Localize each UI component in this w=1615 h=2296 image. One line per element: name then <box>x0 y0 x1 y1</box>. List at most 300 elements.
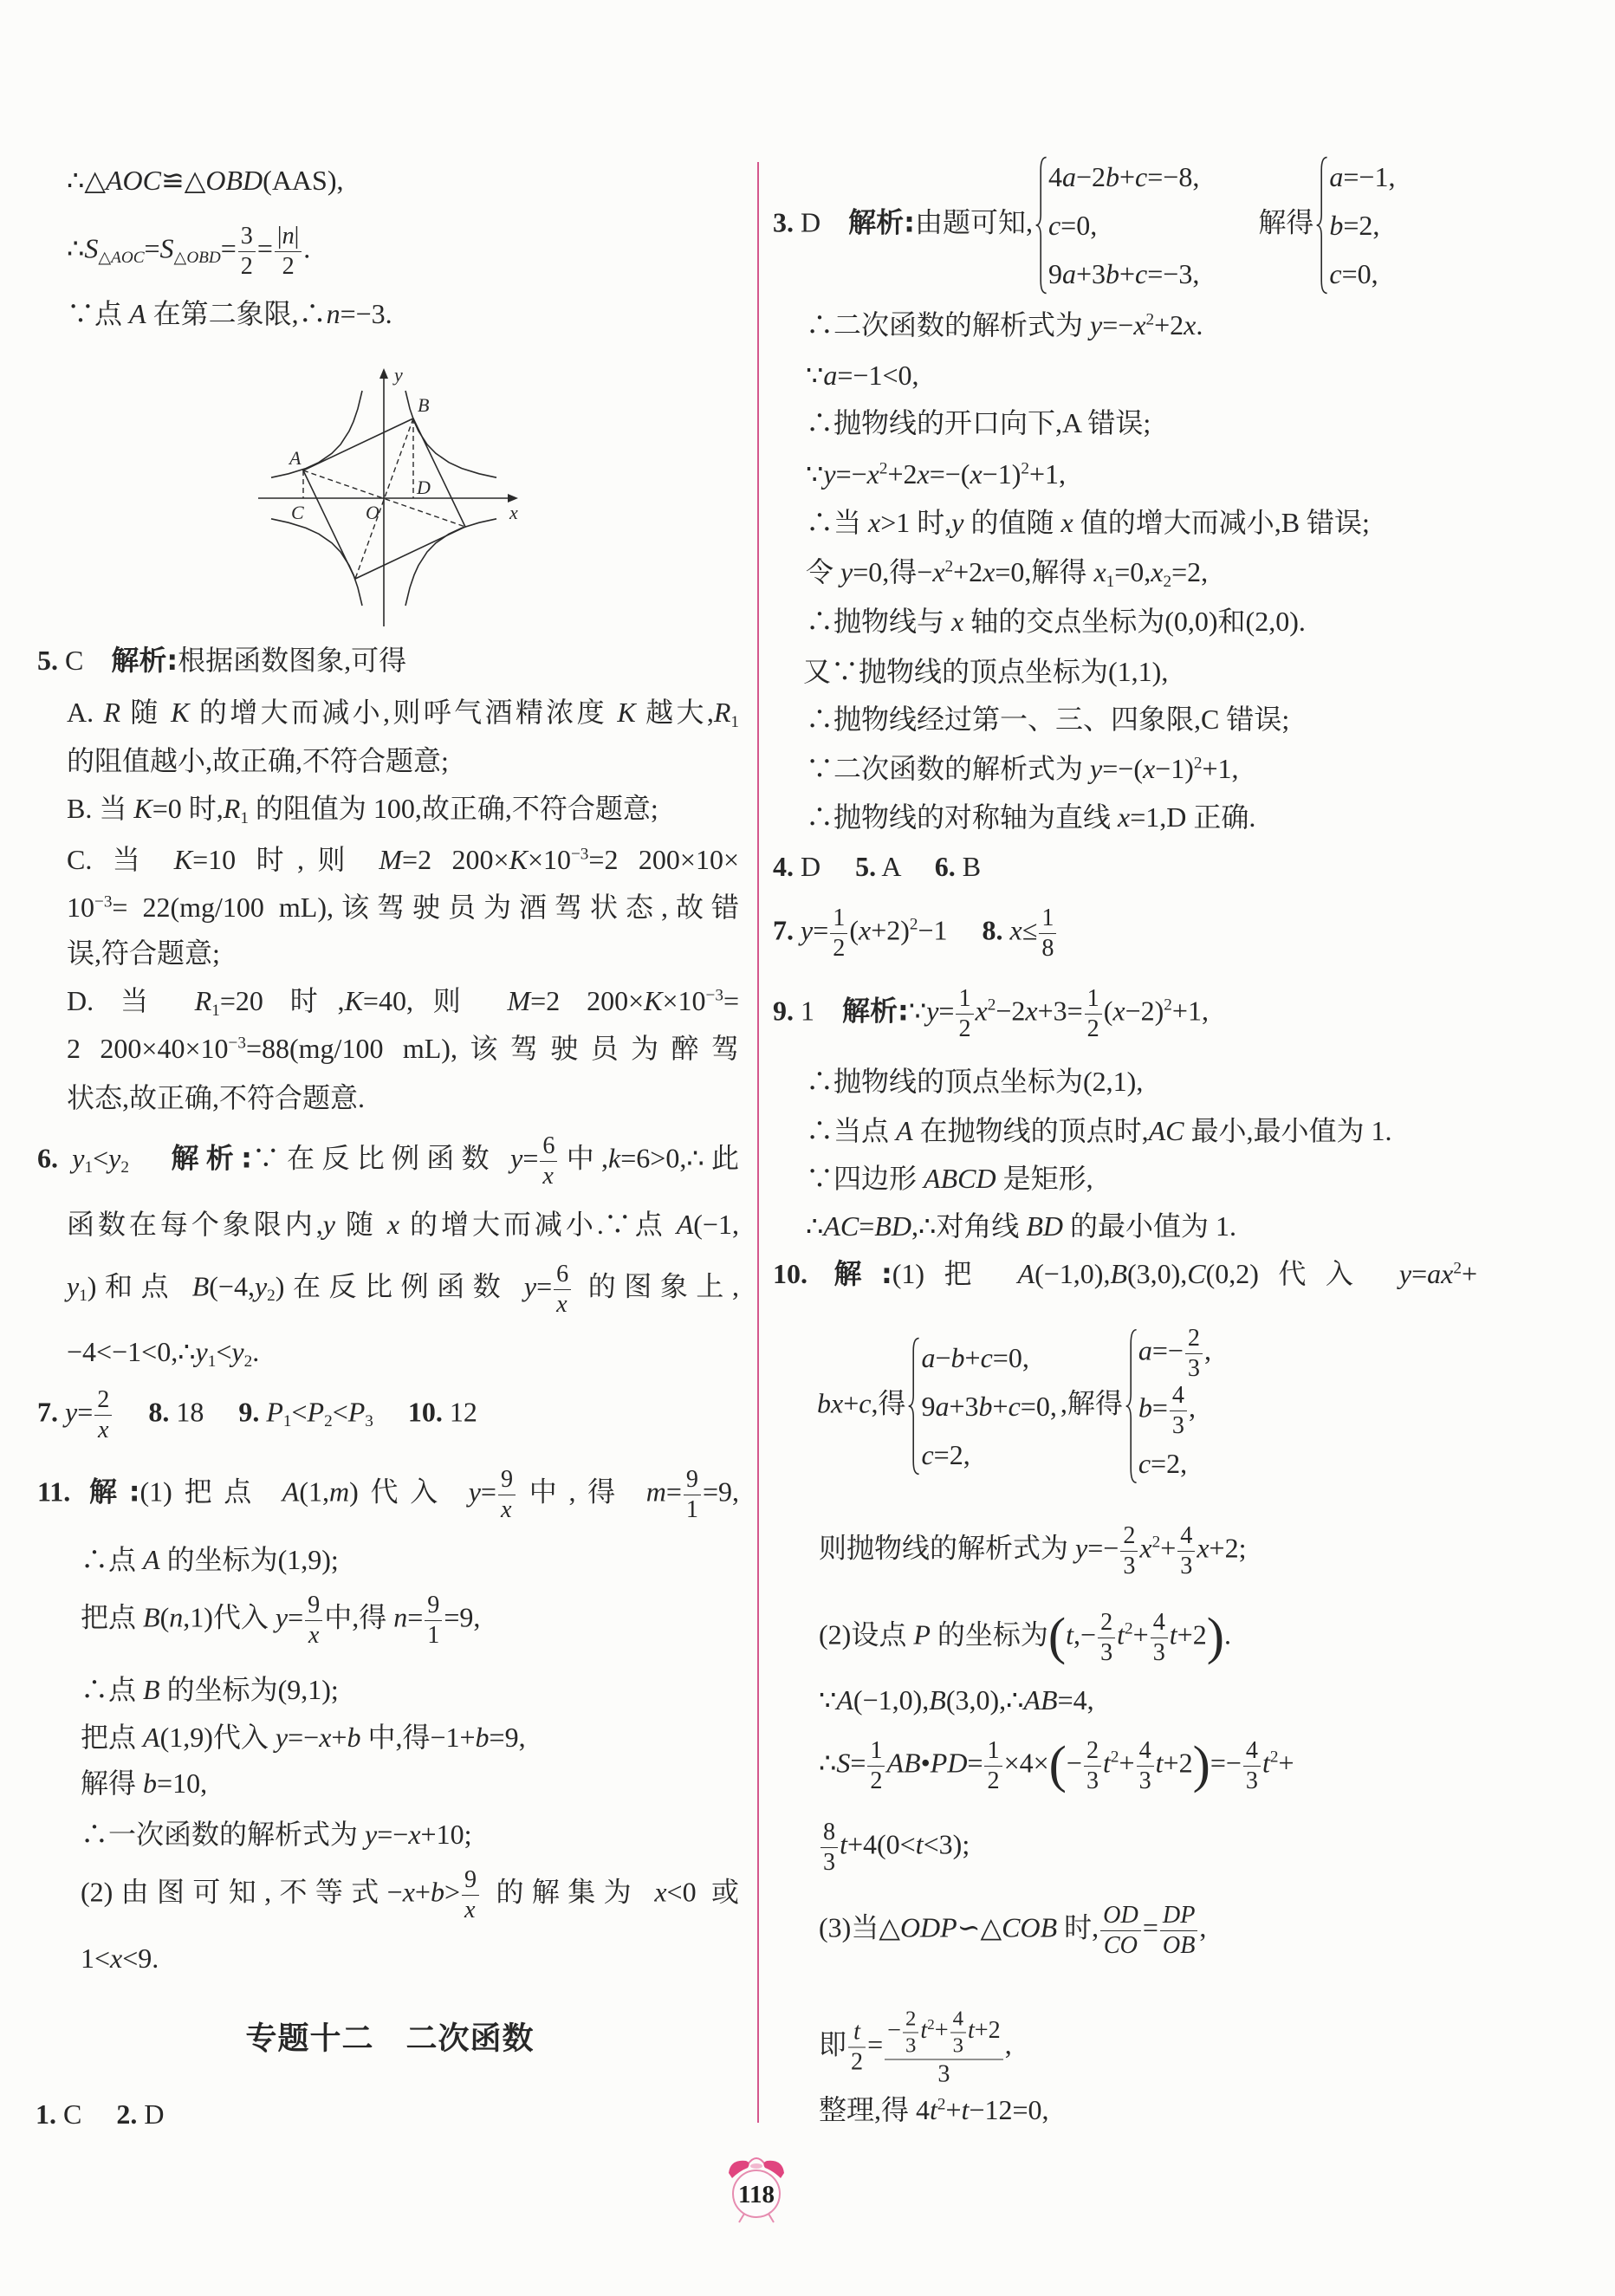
numerator <box>498 1466 516 1495</box>
math-variable: B <box>1110 1258 1127 1289</box>
math-variable: x <box>1197 1532 1210 1564</box>
math-variable: P <box>307 1396 325 1428</box>
text-run: =88(mg/100 mL),该驾驶员为醉驾 <box>245 1033 739 1064</box>
text-run: + <box>1132 1618 1149 1651</box>
text-run: 2 <box>987 1767 1000 1794</box>
numerator <box>956 985 973 1015</box>
text-run: 中,得 <box>324 1601 394 1633</box>
text-run: 3 <box>937 2059 950 2087</box>
subscript: 1 <box>84 1158 94 1177</box>
item-number: 5. <box>37 645 58 676</box>
text-run: =1,D 正确. <box>1130 801 1256 833</box>
math-variable: c <box>1135 258 1148 289</box>
numerator <box>1151 1609 1168 1638</box>
text-run: 把点 <box>81 1601 144 1633</box>
subscript <box>98 249 144 267</box>
superscript: 2 <box>1021 459 1029 478</box>
superscript: −3 <box>570 845 589 864</box>
math-variable: y <box>1075 1532 1088 1564</box>
text-run: −2 <box>1075 161 1106 192</box>
subscript: 2 <box>120 1158 129 1177</box>
math-variable: A <box>896 1115 913 1146</box>
subscript: 3 <box>365 1412 373 1431</box>
denominator <box>848 2048 866 2077</box>
text-run: 3 <box>1245 1767 1258 1794</box>
text-run: (1)把 <box>892 1258 1018 1289</box>
text-run: (1)把点 <box>139 1476 282 1508</box>
text-run: 3 <box>1152 1638 1165 1666</box>
math-variable: OD <box>1103 1901 1138 1929</box>
math-variable: x <box>983 556 996 587</box>
math-variable: x <box>1118 801 1131 833</box>
fraction <box>462 1866 479 1923</box>
math-variable: t <box>1103 1747 1111 1779</box>
text-run: C <box>58 645 112 676</box>
math-variable: c <box>1008 1391 1021 1422</box>
math-variable: AC <box>823 1210 859 1242</box>
page-number: 118 <box>738 2181 775 2208</box>
text-run: < <box>291 1396 308 1428</box>
equation-row <box>921 1382 1056 1430</box>
text-run: , <box>1204 1334 1211 1366</box>
text-run: 2 <box>1187 1324 1200 1352</box>
text-run: 把点 <box>81 1722 144 1753</box>
answer-line <box>806 457 1066 491</box>
fraction <box>1084 1737 1101 1794</box>
text-run: 2 <box>833 934 846 962</box>
denominator <box>540 1162 557 1190</box>
denominator <box>305 1621 322 1650</box>
answer-line <box>806 1113 1391 1148</box>
math-variable: t <box>961 2094 970 2125</box>
text-run: + <box>1119 258 1136 289</box>
math-variable: y <box>840 556 853 587</box>
text-run: ∵ <box>908 995 927 1027</box>
text-run: 12 <box>442 1396 477 1428</box>
fraction <box>984 1737 1002 1794</box>
text-run: + <box>992 1391 1009 1422</box>
math-variable: CO <box>1103 1931 1138 1959</box>
text-run: 1 <box>1041 904 1054 931</box>
text-run: 2 <box>905 2007 917 2031</box>
subscript: 1 <box>240 808 249 827</box>
text-run: 的最小值为 1. <box>1062 1210 1236 1242</box>
fraction <box>867 1737 885 1794</box>
math-variable: b <box>143 1767 158 1799</box>
math-variable: x <box>975 995 988 1027</box>
math-variable: c <box>1329 258 1342 289</box>
superscript: 2 <box>1164 996 1172 1015</box>
text-run: +2 <box>1177 1618 1207 1651</box>
answer-line <box>81 1672 339 1707</box>
answer-line <box>67 163 343 198</box>
text-run: = <box>256 232 273 264</box>
text-run: C. 当 <box>67 844 174 875</box>
fraction <box>903 2007 918 2058</box>
denominator <box>1160 1931 1198 1960</box>
numerator <box>1160 1902 1198 1931</box>
text-run: D <box>794 851 856 882</box>
text-run: ∴一次函数的解析式为 <box>81 1819 366 1850</box>
text-run: D. 当 <box>67 985 195 1016</box>
text-run: = <box>665 1476 682 1508</box>
equation-row <box>1048 201 1199 250</box>
text-run: =− <box>377 1819 409 1850</box>
math-variable: x <box>1060 507 1073 538</box>
math-variable: x <box>1142 753 1156 784</box>
math-variable: y <box>65 1396 78 1428</box>
text-run: =2 200× <box>402 844 509 875</box>
text-run: 的图象上, <box>573 1270 739 1302</box>
text-run: (2)由图可知,不等式− <box>81 1876 403 1908</box>
answer-line <box>81 1817 471 1852</box>
answer-line <box>819 1609 1231 1666</box>
math-variable: b <box>1106 161 1119 192</box>
math-variable: x <box>1009 914 1022 946</box>
answer-line <box>773 152 1398 298</box>
text-run: +2 <box>1154 309 1184 341</box>
answer-line <box>773 849 981 884</box>
denominator <box>956 1015 973 1043</box>
text-run: −1) <box>982 458 1022 490</box>
text-run: +4(0< <box>846 1828 916 1860</box>
superscript: 2 <box>944 557 954 576</box>
text-run: A <box>876 851 935 882</box>
text-run: =40,则 <box>362 985 508 1016</box>
fraction <box>1137 1737 1154 1794</box>
text-run: 1 <box>1086 984 1099 1012</box>
fraction <box>498 1466 516 1523</box>
text-run <box>58 1142 72 1173</box>
text-run: ∵四边形 <box>806 1163 924 1194</box>
text-run: =− <box>1102 309 1134 341</box>
answer-line <box>81 1866 739 1923</box>
text-run: (3)当△ <box>819 1911 900 1943</box>
text-run: 1 <box>987 1736 1000 1764</box>
math-variable: m <box>645 1476 666 1508</box>
answer-line <box>67 1207 739 1242</box>
math-variable: A <box>143 1544 160 1575</box>
numerator <box>848 2019 866 2048</box>
text-run: • <box>920 1747 931 1779</box>
text-run: A. <box>67 697 104 728</box>
denominator <box>238 252 256 281</box>
math-variable: y <box>72 1142 85 1174</box>
math-variable: x <box>542 1162 554 1190</box>
text-run: 值的增大而减小,B 错误; <box>1073 507 1370 538</box>
text-run: =0, <box>992 1342 1029 1373</box>
text-run: −12=0, <box>969 2094 1049 2125</box>
text-run: (3,0), <box>1126 1258 1188 1289</box>
math-variable: x <box>1025 995 1038 1027</box>
math-variable: K <box>617 697 636 728</box>
text-run: =20 时, <box>219 985 345 1016</box>
text-run: (−4, <box>209 1270 255 1302</box>
denominator <box>950 2033 966 2058</box>
text-run: =− <box>1210 1747 1242 1779</box>
text-run: 2 <box>1123 1521 1136 1549</box>
text-run: =−( <box>929 458 970 490</box>
numerator <box>820 1819 838 1848</box>
math-variable: a <box>823 360 838 391</box>
math-variable: x <box>654 1876 667 1908</box>
text-run: ∵ <box>806 458 824 490</box>
text-run: =−8, <box>1147 161 1200 192</box>
fraction <box>1160 1902 1198 1959</box>
text-run: −1) <box>1155 753 1194 784</box>
math-variable: AOC <box>111 249 145 268</box>
text-run: 状态,故正确,不符合题意. <box>67 1082 366 1113</box>
math-variable: B <box>191 1270 210 1302</box>
text-run: 即 <box>819 2028 847 2060</box>
text-run: 9 <box>464 1865 477 1893</box>
math-variable: x <box>932 556 945 587</box>
text-run: 的值随 <box>963 507 1061 538</box>
math-variable: y <box>523 1270 537 1302</box>
text-run: 越大, <box>635 697 714 728</box>
math-variable: S <box>836 1747 851 1779</box>
text-run: +10; <box>420 1819 472 1850</box>
math-variable: BD <box>874 1210 911 1242</box>
text-run: ∴二次函数的解析式为 <box>806 309 1091 341</box>
text-run: 4 <box>1047 161 1062 192</box>
math-variable: a <box>1138 1334 1152 1366</box>
numerator <box>1098 1609 1115 1638</box>
analysis-label: 解: <box>833 1257 892 1290</box>
text-run: 轴的交点坐标为(0,0)和(2,0). <box>963 606 1306 637</box>
text-run: =−3. <box>340 298 392 329</box>
math-variable: AB <box>1023 1684 1058 1716</box>
text-run: 2 <box>1086 1015 1099 1042</box>
superscript: 2 <box>909 915 918 934</box>
text-run: 2 <box>282 252 295 280</box>
text-run: 9 <box>1047 258 1062 289</box>
text-run: 解得 <box>81 1767 144 1799</box>
fraction <box>820 1819 838 1876</box>
analysis-label: 解析: <box>171 1141 252 1175</box>
text-run: <9. <box>122 1943 159 1974</box>
item-number: 8. <box>982 914 1003 946</box>
text-run: =2, <box>933 1439 970 1470</box>
fraction <box>848 2019 866 2076</box>
math-variable: y <box>823 458 836 490</box>
text-run: ∵ <box>819 1684 837 1716</box>
equation-system <box>1315 152 1395 298</box>
math-variable: c <box>1047 210 1061 241</box>
text-run: = <box>813 914 829 946</box>
text-run: +3= <box>1037 995 1083 1027</box>
text-run: ×10 <box>527 844 571 875</box>
text-run: − <box>1066 1747 1082 1779</box>
math-variable: x <box>1112 995 1125 1027</box>
text-run: B <box>955 851 982 882</box>
math-variable: c <box>1138 1448 1151 1480</box>
text-run: 2 <box>1100 1608 1113 1636</box>
text-run: +1, <box>1171 995 1209 1027</box>
math-variable: K <box>173 844 193 875</box>
text-run: = <box>144 232 160 264</box>
fraction <box>956 985 973 1042</box>
text-run: ,1)代入 <box>183 1601 276 1633</box>
text-run: =9, <box>702 1476 739 1508</box>
math-variable: x <box>1133 309 1146 341</box>
fraction <box>238 223 256 280</box>
denominator <box>462 1896 479 1924</box>
text-run: +2 <box>1163 1747 1193 1779</box>
math-variable: y <box>365 1819 378 1850</box>
text-run: 18 <box>169 1396 239 1428</box>
numerator <box>1100 1902 1141 1931</box>
denominator <box>984 1767 1002 1795</box>
math-variable: M <box>507 985 531 1016</box>
label-y: y <box>394 364 403 386</box>
text-run: ∵点 <box>67 298 130 329</box>
numerator <box>867 1737 885 1767</box>
text-run: 根据函数图象,可得 <box>178 645 407 676</box>
math-variable: A <box>836 1684 853 1716</box>
text-run: =0, <box>1060 210 1098 241</box>
denominator <box>1243 1767 1261 1795</box>
math-variable: a <box>921 1342 936 1373</box>
item-number: 2. <box>116 2098 138 2130</box>
superscript: −3 <box>94 892 113 911</box>
math-variable: t <box>920 2017 928 2045</box>
answer-line <box>67 1261 739 1318</box>
math-variable: t <box>915 1828 924 1860</box>
text-run: = <box>536 1270 553 1302</box>
text-run: + <box>1119 161 1136 192</box>
text-run: (0,2)代入 <box>1205 1258 1399 1289</box>
text-run: =−3, <box>1147 258 1200 289</box>
text-run: ∵二次函数的解析式为 <box>806 753 1091 784</box>
text-run: +2) <box>871 914 910 946</box>
answer-line <box>37 1386 477 1443</box>
item-number: 9. <box>238 1396 260 1428</box>
answer-line <box>806 308 1203 342</box>
text-run: 9 <box>308 1591 321 1618</box>
math-variable: B <box>929 1684 946 1716</box>
text-run: =10 时,则 <box>192 844 379 875</box>
text-run: ∴抛物线的顶点坐标为(2,1), <box>806 1066 1144 1097</box>
denominator <box>554 1290 571 1319</box>
answer-line <box>37 643 406 678</box>
text-run: +1, <box>1028 458 1066 490</box>
numerator <box>1170 1382 1187 1411</box>
math-variable: n <box>326 298 341 329</box>
math-variable: x <box>308 1621 320 1649</box>
denominator <box>1120 1552 1138 1580</box>
answer-line <box>81 1766 207 1800</box>
numerator <box>554 1261 571 1290</box>
math-variable: S <box>84 232 99 264</box>
math-variable: ax <box>1427 1258 1454 1289</box>
text-run: = <box>938 995 955 1027</box>
text-run: + <box>331 1722 347 1753</box>
numerator <box>684 1466 701 1495</box>
text-run: 9 <box>685 1465 698 1493</box>
item-number: 11. <box>37 1476 71 1508</box>
math-variable: A <box>129 298 146 329</box>
text-run: 中,得 <box>517 1476 646 1508</box>
numerator <box>425 1592 442 1621</box>
item-number: 3. <box>773 206 794 238</box>
math-variable: K <box>644 985 663 1016</box>
text-run: 3 <box>823 1848 836 1876</box>
math-variable: x <box>858 914 872 946</box>
text-run: ∴抛物线的开口向下,A 错误; <box>806 407 1151 438</box>
math-variable: b <box>978 1391 993 1422</box>
text-run: ∴△ <box>67 165 106 196</box>
denominator <box>1039 934 1056 963</box>
math-variable: t <box>1262 1747 1270 1779</box>
math-variable: ABCD <box>924 1163 996 1194</box>
text-run: +1, <box>1202 753 1239 784</box>
text-run: ,∴对角线 <box>911 1210 1027 1242</box>
denominator <box>1185 1353 1203 1382</box>
answer-line <box>806 405 1151 440</box>
text-run: 1 <box>958 984 971 1012</box>
denominator <box>94 1416 112 1444</box>
answer-line <box>806 751 1239 786</box>
fraction <box>554 1261 571 1318</box>
denominator <box>1100 1931 1141 1960</box>
analysis-label: 解: <box>88 1475 140 1508</box>
text-run: 6 <box>556 1260 569 1287</box>
text-run: 9 <box>921 1391 936 1422</box>
text-run: ∴抛物线经过第一、三、四象限,C 错误; <box>806 704 1290 735</box>
answer-line <box>819 1737 1477 1794</box>
analysis-label: 解析: <box>848 205 915 239</box>
superscript: 2 <box>1145 310 1155 329</box>
equation-row <box>921 1333 1056 1382</box>
numerator <box>305 1592 322 1621</box>
numerator <box>1120 1522 1138 1552</box>
item-number: 9. <box>773 995 794 1027</box>
math-variable: x <box>866 458 879 490</box>
text-run: 3 <box>1086 1767 1099 1794</box>
math-variable: b <box>1138 1391 1152 1424</box>
answer-line <box>819 1522 1246 1579</box>
text-run: . <box>1223 1618 1231 1651</box>
math-variable: x <box>98 1416 109 1443</box>
math-variable: OBD <box>205 165 263 196</box>
answer-line <box>67 223 310 280</box>
text-run: 3 <box>952 2033 963 2058</box>
math-variable: DP <box>1162 1901 1196 1929</box>
text-run: 1 <box>685 1495 698 1523</box>
answer-line <box>37 1466 739 1523</box>
fraction <box>1170 1382 1187 1439</box>
text-run: 1 <box>427 1621 440 1649</box>
text-run: < <box>93 1142 109 1174</box>
text-run: =10, <box>157 1767 208 1799</box>
fraction <box>950 2007 966 2058</box>
text-run: ×4× <box>1003 1747 1049 1779</box>
math-variable: AOC <box>105 165 161 196</box>
text-run: 3 <box>240 222 253 250</box>
answer-line <box>803 654 1168 689</box>
text-run: =9, <box>489 1722 526 1753</box>
math-variable: t <box>840 1828 847 1860</box>
text-run: < <box>332 1396 348 1428</box>
text-run: = <box>867 2028 884 2060</box>
math-variable: K <box>133 793 152 824</box>
text-run <box>1003 914 1010 945</box>
superscript: 2 <box>1110 1748 1119 1767</box>
numerator <box>94 1386 112 1416</box>
denominator <box>867 1767 885 1795</box>
math-variable: c <box>921 1439 934 1470</box>
